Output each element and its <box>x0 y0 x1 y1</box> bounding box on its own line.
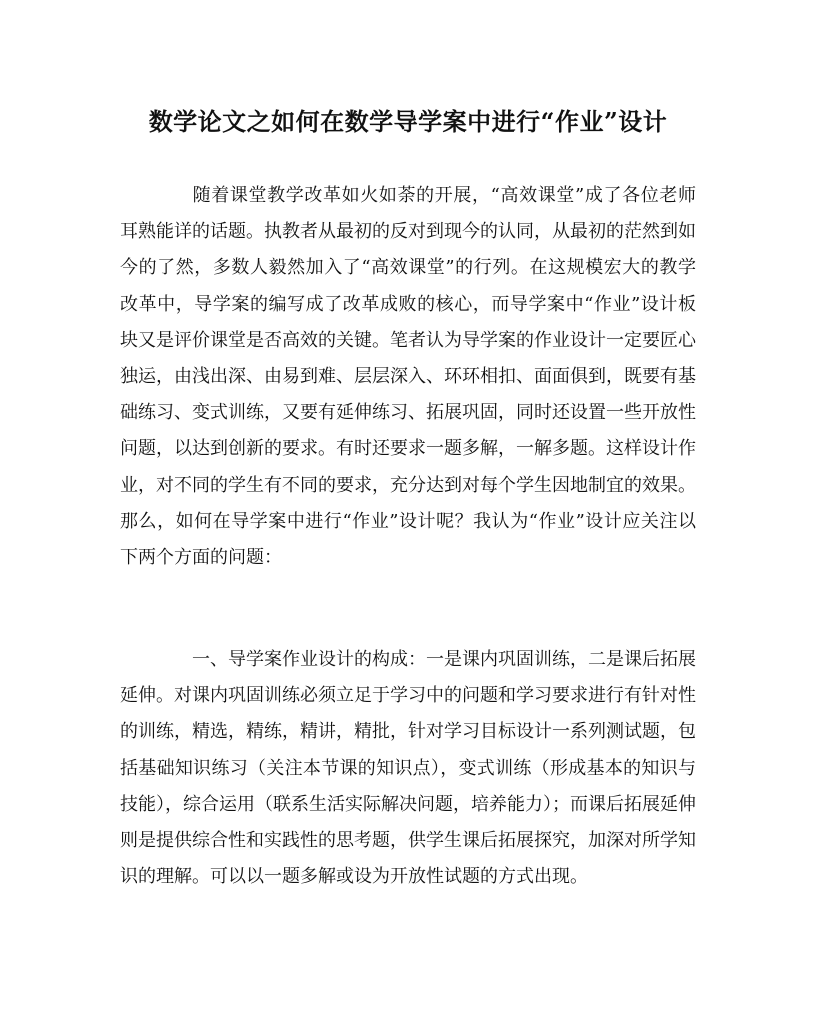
document-title: 数学论文之如何在数学导学案中进行“作业”设计 <box>148 107 668 136</box>
paragraph-2-text: 一、导学案作业设计的构成：一是课内巩固训练，二是课后拓展延伸。对课内巩固训练必须立足于学习中的问题和学习要求进行有针对性的训练，精选，精练，精讲，精批，针对学习目标设计一系列测试题，包括基础知识练习（关注本节课的知识点），变式训练（形成基本的知识与技能），综合运用（联系生活实际解决问题，培养能力）；而课后拓展延伸则是提供综合性和实践性的思考题，供学生课后拓展探究，加深对所学知识的理解。可以以一题多解或设为开放性试题的方式出现。 <box>120 649 696 888</box>
paragraph-1-text: 随着课堂教学改革如火如荼的开展，“高效课堂”成了各位老师耳熟能详的话题。执教者从最初的反对到现今的认同，从最初的茫然到如今的了然，多数人毅然加入了“高效课堂”的行列。在这规模宏大的教学改革中，导学案的编写成了改革成败的核心，而导学案中“作业”设计板块又是评价课堂是否高效的关键。笔者认为导学案的作业设计一定要匠心独运，由浅出深、由易到难、层层深入、环环相扣、面面俱到，既要有基础练习、变式训练，又要有延伸练习、拓展巩固，同时还设置一些开放性问题，以达到创新的要求。有时还要求一题多解，一解多题。这样设计作业，对不同的学生有不同的要求，充分达到对每个学生因地制宜的效果。那么，如何在导学案中进行“作业”设计呢？我认为“作业”设计应关注以下两个方面的问题： <box>120 185 696 569</box>
paragraph-1 <box>120 178 696 576</box>
paragraph-2 <box>120 642 696 895</box>
